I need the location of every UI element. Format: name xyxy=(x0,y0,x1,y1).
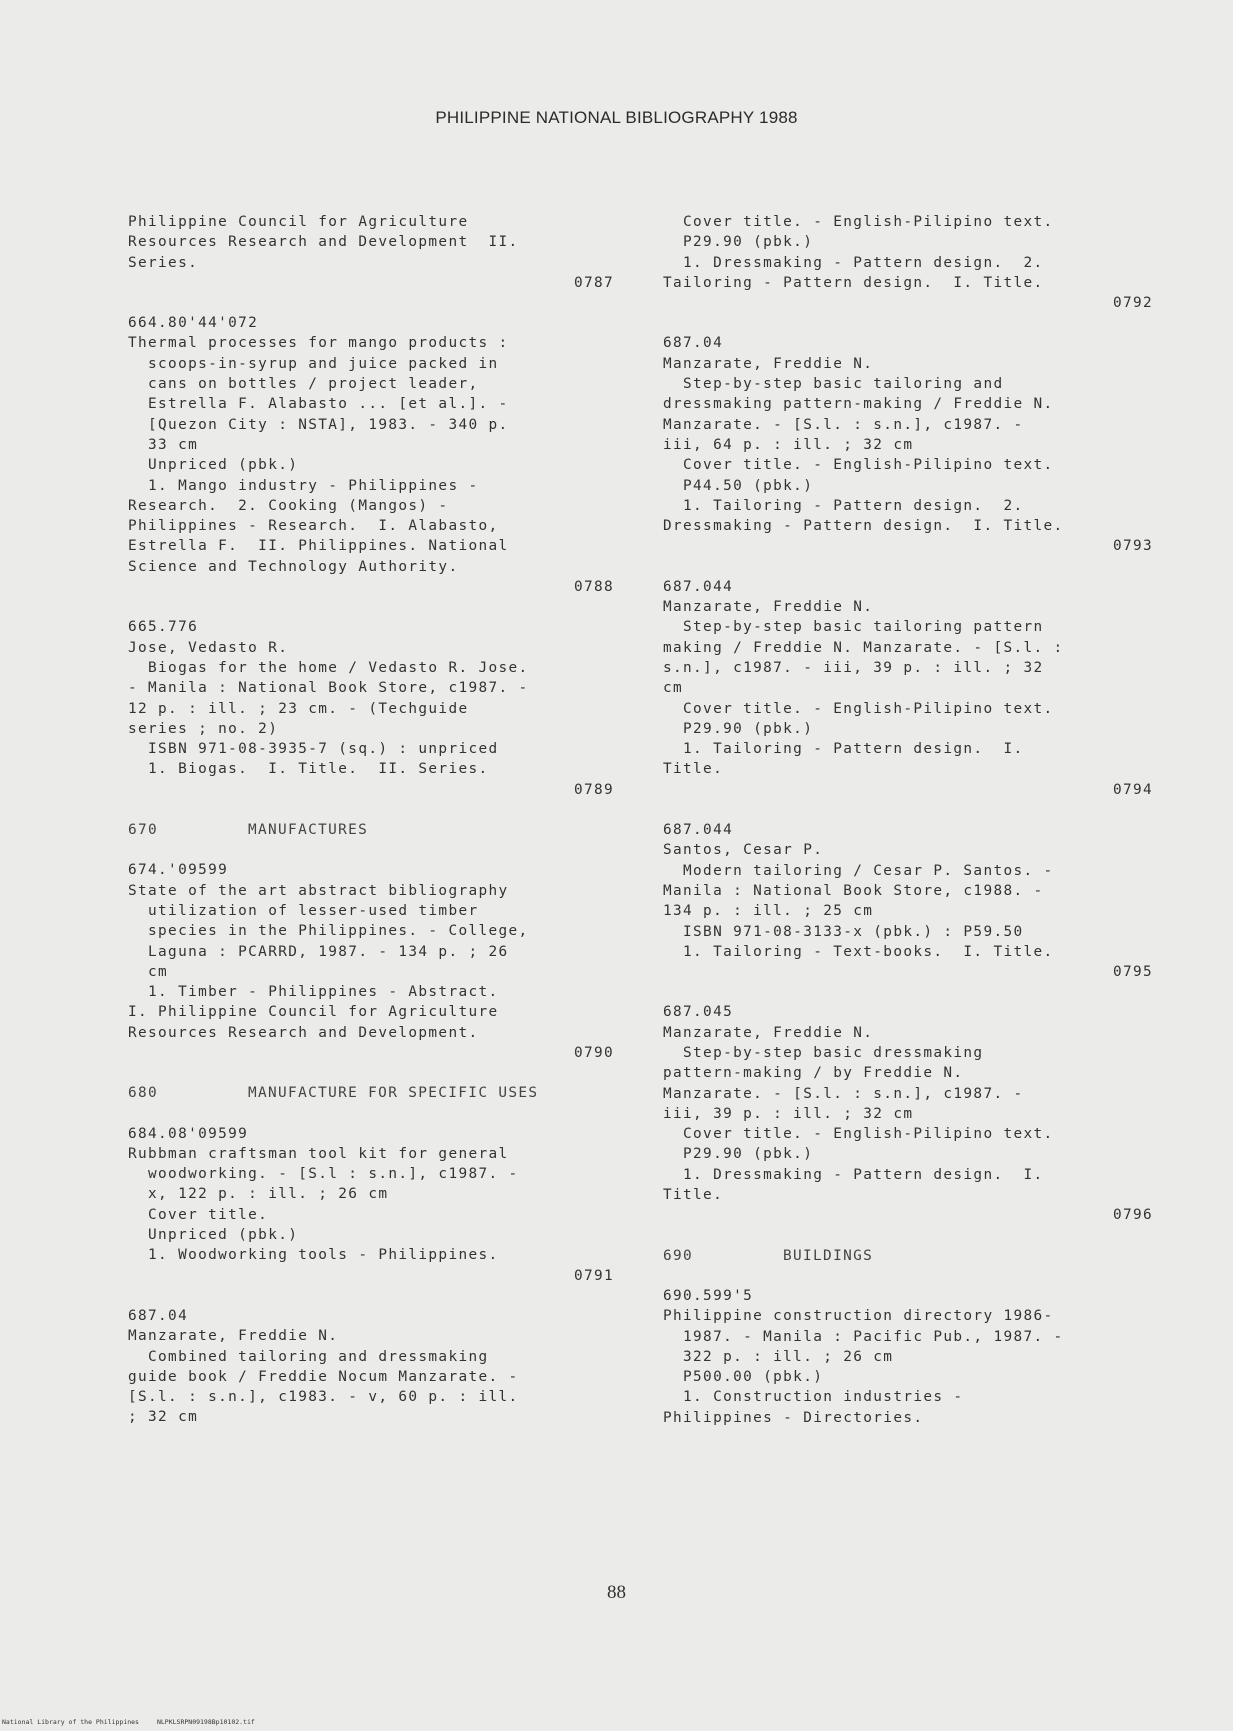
entry-line: ISBN 971-08-3133-x (pbk.) : P59.50 xyxy=(663,923,1024,940)
entry-line: I. Philippine Council for Agriculture xyxy=(128,1004,499,1021)
entry-line: Estrella F. II. Philippines. National xyxy=(128,538,509,555)
page-number: 88 xyxy=(607,1582,626,1603)
entry-line: pattern-making / by Freddie N. xyxy=(663,1065,964,1082)
entry-line: Step-by-step basic tailoring pattern xyxy=(663,619,1044,636)
entry-line: guide book / Freddie Nocum Manzarate. - xyxy=(128,1368,519,1385)
entry-line: Combined tailoring and dressmaking xyxy=(128,1348,489,1365)
entry-line: cm xyxy=(128,963,169,980)
entry-number: 0789 xyxy=(573,781,614,798)
entry-line: Philippine Council for Agriculture xyxy=(128,214,469,230)
entry-line: Philippines - Directories. xyxy=(663,1409,924,1426)
entry-line: Manzarate, Freddie N. xyxy=(663,1024,874,1041)
entry-number: 0795 xyxy=(1112,964,1153,981)
entry-line: Resources Research and Development II. xyxy=(128,234,519,251)
entry-line: - Manila : National Book Store, c1987. - xyxy=(128,680,529,697)
call-number: 690.599'5 xyxy=(663,1287,754,1304)
entry-line: Manzarate, Freddie N. xyxy=(663,355,874,372)
section-code: 670 xyxy=(128,822,159,839)
entry-line: Cover title. - English-Pilipino text. xyxy=(663,214,1054,230)
section-code: 680 xyxy=(128,1085,159,1102)
section-title: BUILDINGS xyxy=(783,1247,874,1264)
entry-line: scoops-in-syrup and juice packed in xyxy=(128,355,499,372)
entry-line: Santos, Cesar P. xyxy=(663,842,824,859)
section-title: MANUFACTURES xyxy=(248,822,369,839)
entry-line: State of the art abstract bibliography xyxy=(128,882,509,899)
bibliography-entry xyxy=(128,212,614,293)
entry-line: cm xyxy=(663,680,684,697)
entry-line: P29.90 (pbk.) xyxy=(663,720,814,737)
bibliography-entry xyxy=(663,333,1153,556)
entry-line: 1. Construction industries - xyxy=(663,1389,964,1406)
entry-line: [Quezon City : NSTA], 1983. - 340 p. xyxy=(128,416,509,433)
entry-line: 1. Biogas. I. Title. II. Series. xyxy=(128,761,489,778)
entry-line: Series. xyxy=(128,254,199,271)
call-number: 674.'09599 xyxy=(128,862,229,879)
call-number: 687.045 xyxy=(663,1004,734,1021)
entry-line: Laguna : PCARRD, 1987. - 134 p. ; 26 xyxy=(128,943,509,960)
call-number: 687.044 xyxy=(663,822,734,839)
entry-line: P29.90 (pbk.) xyxy=(663,234,814,251)
entry-line: 1987. - Manila : Pacific Pub., 1987. - xyxy=(663,1328,1064,1345)
entry-line: 1. Tailoring - Pattern design. I. xyxy=(663,741,1024,758)
entry-number: 0791 xyxy=(573,1267,614,1284)
entry-line: making / Freddie N. Manzarate. - [S.l. : xyxy=(663,639,1064,656)
entry-line: ISBN 971-08-3935-7 (sq.) : unpriced xyxy=(128,741,499,758)
entry-line: Cover title. xyxy=(128,1206,269,1223)
footer-file: NLPKLSRPN09198Bp10102.tif xyxy=(156,1718,255,1726)
section-heading xyxy=(128,820,614,840)
call-number: 687.044 xyxy=(663,578,734,595)
entry-line: P29.90 (pbk.) xyxy=(663,1146,814,1163)
entry-line: Title. xyxy=(663,761,724,778)
entry-line: dressmaking pattern-making / Freddie N. xyxy=(663,396,1054,413)
entry-line: utilization of lesser-used timber xyxy=(128,902,479,919)
entry-number: 0792 xyxy=(1112,295,1153,312)
bibliography-entry xyxy=(128,1124,614,1286)
entry-line: 12 p. : ill. ; 23 cm. - (Techguide xyxy=(128,700,469,717)
bibliography-entry xyxy=(663,1286,1153,1428)
call-number: 687.04 xyxy=(663,335,724,352)
bibliography-entry xyxy=(128,1306,614,1428)
call-number: 687.04 xyxy=(128,1307,189,1324)
entry-line: 134 p. : ill. ; 25 cm xyxy=(663,903,874,920)
bibliography-entry xyxy=(663,1002,1153,1225)
entry-line: Title. xyxy=(663,1187,724,1204)
entry-line: Jose, Vedasto R. xyxy=(128,639,289,656)
footer-source: National Library of the Philippines xyxy=(2,1718,139,1726)
entry-line: Science and Technology Authority. xyxy=(128,558,459,575)
entry-line: ; 32 cm xyxy=(128,1409,199,1426)
entry-line: series ; no. 2) xyxy=(128,720,279,737)
entry-line: species in the Philippines. - College, xyxy=(128,923,529,940)
page-title: PHILIPPINE NATIONAL BIBLIOGRAPHY 1988 xyxy=(435,108,798,127)
section-code: 690 xyxy=(663,1247,694,1264)
entry-line: Tailoring - Pattern design. I. Title. xyxy=(663,274,1044,291)
entry-line: 322 p. : ill. ; 26 cm xyxy=(663,1348,894,1365)
call-number: 664.80'44'072 xyxy=(128,315,259,332)
entry-line: 1. Dressmaking - Pattern design. I. xyxy=(663,1166,1044,1183)
right-column xyxy=(663,212,1153,1448)
section-heading xyxy=(128,1083,614,1103)
entry-line: cans on bottles / project leader, xyxy=(128,376,479,393)
entry-number: 0796 xyxy=(1112,1207,1153,1224)
entry-line: Research. 2. Cooking (Mangos) - xyxy=(128,497,449,514)
entry-line: Thermal processes for mango products : xyxy=(128,335,509,352)
bibliography-entry xyxy=(663,577,1153,800)
entry-line: P44.50 (pbk.) xyxy=(663,477,814,494)
call-number: 684.08'09599 xyxy=(128,1125,249,1142)
entry-line: Estrella F. Alabasto ... [et al.]. - xyxy=(128,396,509,413)
entry-line: x, 122 p. : ill. ; 26 cm xyxy=(128,1186,389,1203)
bibliography-entry xyxy=(128,617,614,800)
bibliography-entry xyxy=(663,212,1153,313)
entry-line: 1. Tailoring - Text-books. I. Title. xyxy=(663,943,1054,960)
entry-line: 33 cm xyxy=(128,436,199,453)
entry-number: 0788 xyxy=(573,579,614,596)
entry-line: Manzarate. - [S.l. : s.n.], c1987. - xyxy=(663,1085,1024,1102)
entry-line: Cover title. - English-Pilipino text. xyxy=(663,700,1054,717)
bibliography-entry xyxy=(128,313,614,597)
entry-line: Biogas for the home / Vedasto R. Jose. xyxy=(128,659,529,676)
entry-line: Unpriced (pbk.) xyxy=(128,457,299,474)
entry-line: Modern tailoring / Cesar P. Santos. - xyxy=(663,862,1054,879)
entry-number: 0793 xyxy=(1112,538,1153,555)
entry-line: Cover title. - English-Pilipino text. xyxy=(663,1126,1054,1143)
bibliography-entry xyxy=(128,860,614,1063)
entry-line: [S.l. : s.n.], c1983. - v, 60 p. : ill. xyxy=(128,1389,519,1406)
entry-number: 0787 xyxy=(573,274,614,291)
entry-line: Resources Research and Development. xyxy=(128,1024,479,1041)
entry-line: Dressmaking - Pattern design. I. Title. xyxy=(663,518,1064,535)
entry-number: 0790 xyxy=(573,1044,614,1061)
entry-line: s.n.], c1987. - iii, 39 p. : ill. ; 32 xyxy=(663,659,1044,676)
entry-line: Step-by-step basic tailoring and xyxy=(663,376,1004,393)
entry-line: Philippine construction directory 1986- xyxy=(663,1308,1054,1325)
entry-line: Manzarate, Freddie N. xyxy=(128,1328,339,1345)
entry-line: Step-by-step basic dressmaking xyxy=(663,1044,984,1061)
section-title: MANUFACTURE FOR SPECIFIC USES xyxy=(248,1085,539,1102)
entry-line: 1. Timber - Philippines - Abstract. xyxy=(128,984,499,1001)
entry-line: Cover title. - English-Pilipino text. xyxy=(663,457,1054,474)
scan-footer xyxy=(2,1718,273,1726)
entry-line: P500.00 (pbk.) xyxy=(663,1369,824,1386)
entry-line: 1. Mango industry - Philippines - xyxy=(128,477,479,494)
entry-line: 1. Dressmaking - Pattern design. 2. xyxy=(663,254,1044,271)
entry-line: iii, 39 p. : ill. ; 32 cm xyxy=(663,1105,914,1122)
bibliography-entry xyxy=(663,820,1153,982)
entry-line: Unpriced (pbk.) xyxy=(128,1227,299,1244)
entry-line: woodworking. - [S.l : s.n.], c1987. - xyxy=(128,1166,519,1183)
call-number: 665.776 xyxy=(128,619,199,636)
entry-line: iii, 64 p. : ill. ; 32 cm xyxy=(663,436,914,453)
entry-line: Manzarate. - [S.l. : s.n.], c1987. - xyxy=(663,416,1024,433)
entry-line: Manila : National Book Store, c1988. - xyxy=(663,882,1044,899)
entry-number: 0794 xyxy=(1112,781,1153,798)
entry-line: Manzarate, Freddie N. xyxy=(663,599,874,616)
left-column xyxy=(128,212,614,1448)
section-heading xyxy=(663,1246,1153,1266)
entry-line: Philippines - Research. I. Alabasto, xyxy=(128,518,499,535)
entry-line: 1. Tailoring - Pattern design. 2. xyxy=(663,497,1024,514)
entry-line: 1. Woodworking tools - Philippines. xyxy=(128,1247,499,1264)
entry-line: Rubbman craftsman tool kit for general xyxy=(128,1145,509,1162)
